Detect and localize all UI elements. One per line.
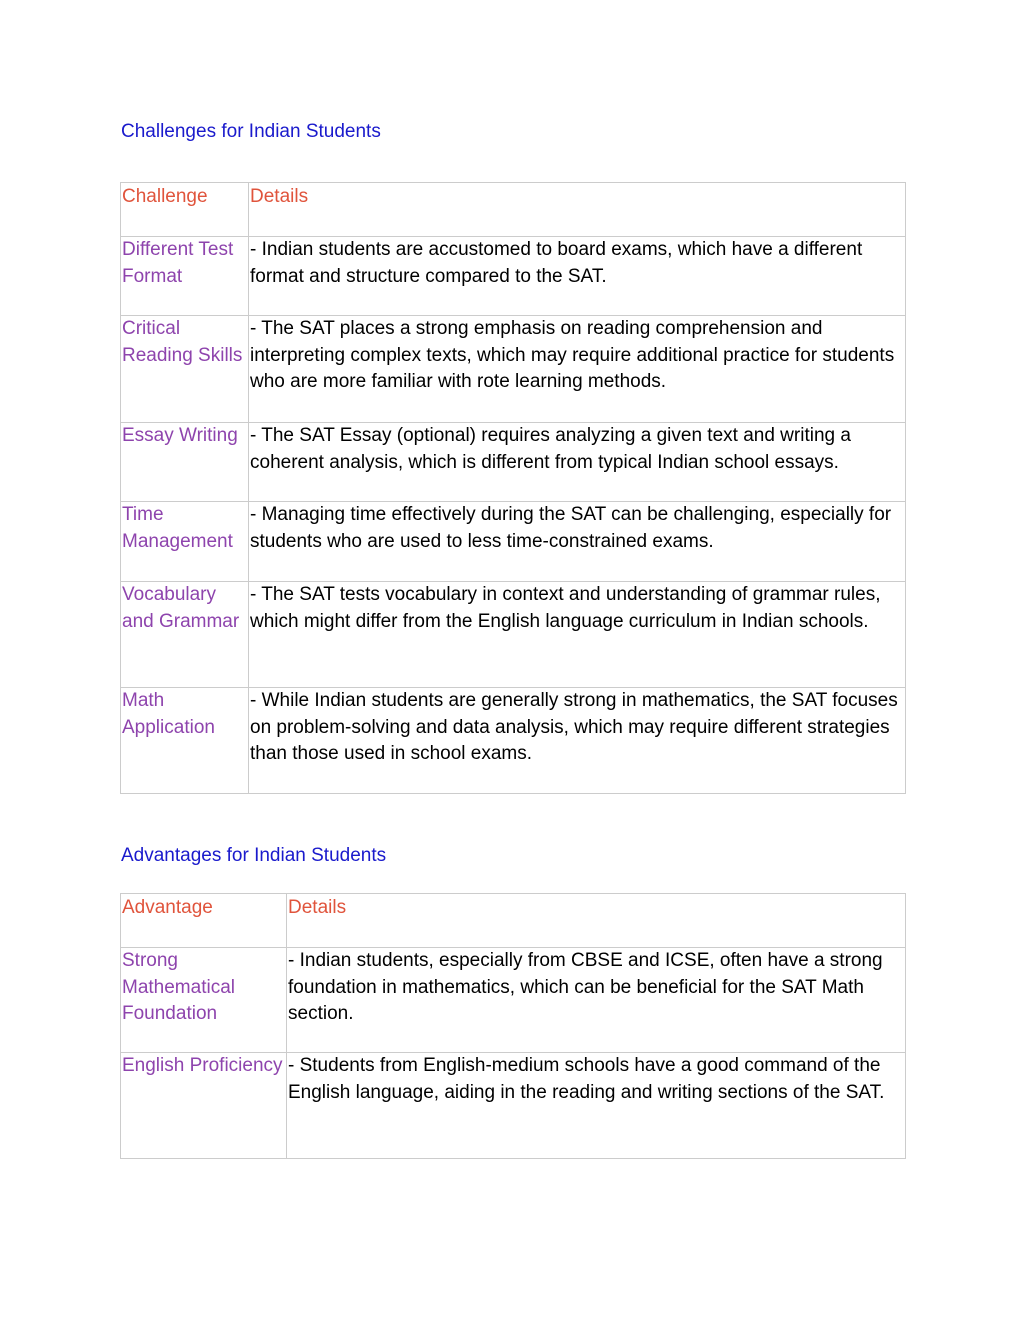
table-header-row xyxy=(121,183,906,237)
row-details: - The SAT tests vocabulary in context and understanding of grammar rules, which might differ from the English language curriculum in Indian schools. xyxy=(249,582,906,688)
row-details: - The SAT Essay (optional) requires analyzing a given text and writing a coherent analysis, which is different from typical Indian school essays. xyxy=(249,423,906,502)
row-details: - Indian students are accustomed to board exams, which have a different format and structure compared to the SAT. xyxy=(249,237,906,316)
row-details: - Students from English-medium schools have a good command of the English language, aiding in the reading and writing sections of the SAT. xyxy=(287,1053,906,1159)
advantages-heading: Advantages for Indian Students xyxy=(121,845,387,866)
row-label: Time Management xyxy=(121,502,249,582)
row-label: Essay Writing xyxy=(121,423,249,502)
challenges-table xyxy=(120,182,906,794)
row-details: - Managing time effectively during the SAT can be challenging, especially for students who are used to less time-constrained exams. xyxy=(249,502,906,582)
row-details: - Indian students, especially from CBSE and ICSE, often have a strong foundation in mathematics, which can be beneficial for the SAT Math section. xyxy=(287,948,906,1053)
column-header-advantage: Advantage xyxy=(121,894,287,948)
row-label: English Proficiency xyxy=(121,1053,287,1159)
row-label: Critical Reading Skills xyxy=(121,316,249,423)
column-header-details: Details xyxy=(287,894,906,948)
table-row xyxy=(121,237,906,316)
table-row xyxy=(121,502,906,582)
row-label: Strong Mathematical Foundation xyxy=(121,948,287,1053)
table-row xyxy=(121,1053,906,1159)
advantages-table xyxy=(120,893,906,1159)
table-row xyxy=(121,688,906,794)
row-details: - While Indian students are generally strong in mathematics, the SAT focuses on problem-solving and data analysis, which may require different strategies than those used in school exams. xyxy=(249,688,906,794)
row-label: Math Application xyxy=(121,688,249,794)
table-row xyxy=(121,423,906,502)
challenges-heading: Challenges for Indian Students xyxy=(121,121,381,142)
table-row xyxy=(121,582,906,688)
row-label: Vocabulary and Grammar xyxy=(121,582,249,688)
row-details: - The SAT places a strong emphasis on reading comprehension and interpreting complex texts, which may require additional practice for students who are more familiar with rote learning methods. xyxy=(249,316,906,423)
table-header-row xyxy=(121,894,906,948)
column-header-challenge: Challenge xyxy=(121,183,249,237)
table-row xyxy=(121,948,906,1053)
table-row xyxy=(121,316,906,423)
row-label: Different Test Format xyxy=(121,237,249,316)
column-header-details: Details xyxy=(249,183,906,237)
